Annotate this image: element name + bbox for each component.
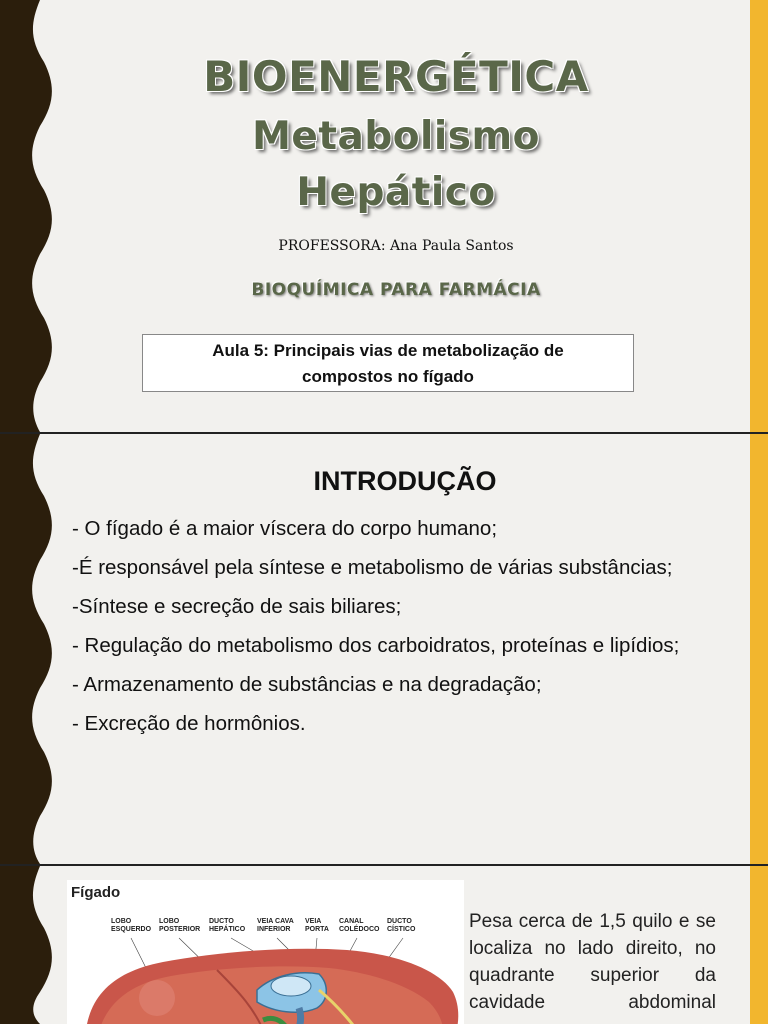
- liver-description: Pesa cerca de 1,5 quilo e se localiza no lado direito, no quadrante superior da cavidade abdominal: [469, 911, 716, 1013]
- figure-label: VEIA PORTA: [305, 918, 329, 933]
- slide-subtitle: Hepático: [296, 170, 496, 215]
- liver-slide: [0, 866, 768, 1024]
- slide-title: BIOENERGÉTICA: [203, 52, 589, 101]
- lesson-text: compostos no fígado: [302, 367, 474, 386]
- figure-label: LOBO POSTERIOR: [159, 918, 201, 933]
- list-item: - O fígado é a maior víscera do corpo humano;: [72, 517, 498, 540]
- figure-label: DUCTO HEPÁTICO: [209, 918, 246, 933]
- wave-border-decoration: [0, 866, 60, 1024]
- accent-bar: [750, 434, 768, 864]
- figure-label: CANAL COLÉDOCO: [339, 918, 380, 933]
- slide-subtitle: Metabolismo: [252, 114, 540, 159]
- lesson-box: [142, 334, 634, 392]
- list-item: -Síntese e secreção de sais biliares;: [72, 595, 402, 618]
- bullet-list: [72, 514, 712, 748]
- list-item: -É responsável pela síntese e metabolismo de várias substâncias;: [72, 556, 673, 579]
- figure-label: LOBO ESQUERDO: [111, 918, 152, 933]
- liver-illustration: [67, 880, 464, 1024]
- wave-border-decoration: [0, 0, 60, 432]
- course-name: BIOQUÍMICA PARA FARMÁCIA: [251, 280, 541, 300]
- list-item: - Regulação do metabolismo dos carboidratos, proteínas e lipídios;: [72, 634, 680, 657]
- figure-title: Fígado: [71, 884, 121, 901]
- figure-label: VEIA CAVA INFERIOR: [257, 918, 294, 933]
- list-item: - Armazenamento de substâncias e na degradação;: [72, 673, 542, 696]
- liver-icon: [67, 880, 464, 1024]
- professor-name: PROFESSORA: Ana Paula Santos: [278, 238, 514, 254]
- introduction-slide: [0, 434, 768, 864]
- accent-bar: [750, 866, 768, 1024]
- lesson-text: Aula 5: Principais vias de metabolização de: [212, 341, 564, 360]
- accent-bar: [750, 0, 768, 432]
- list-item: - Excreção de hormônios.: [72, 712, 306, 735]
- title-slide: [0, 0, 768, 432]
- figure-label: DUCTO CÍSTICO: [387, 918, 416, 933]
- section-heading: INTRODUÇÃO: [313, 466, 497, 496]
- wave-border-decoration: [0, 434, 60, 864]
